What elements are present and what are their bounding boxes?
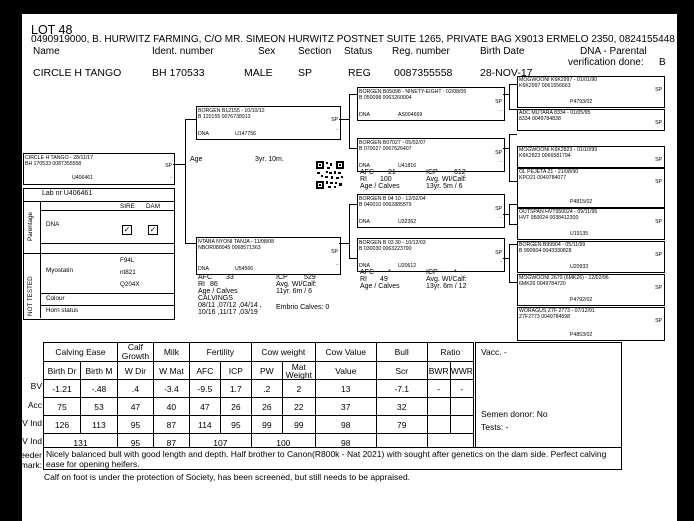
dd-ri-value: 49 [380,276,388,283]
dna-verification-value: B [659,57,666,68]
horn-status-label: Horn status [46,307,79,314]
acc-row [44,398,474,416]
breeder-remark-label [4,450,42,470]
group-cow-value: Cow Value [315,343,376,362]
dam-embrio-calves: Embrio Calves: 0 [276,304,330,311]
sire-pedigree-box [196,106,341,140]
ind-birth-dr: 126 [44,416,81,434]
age-value: 3yr. 10m. [255,156,284,163]
ss-code: AS004669 [398,112,423,118]
col-w-dir: W Dir [117,362,153,380]
bv-bwr: - [427,380,450,398]
animal-sex: MALE [244,67,273,79]
header-name: Name [33,46,60,57]
sd-name: BORGEN B07027 - 05/02/07 [359,140,426,146]
dam-calving-dates-1: 08/11 ,07/12 ,04/14 , [198,302,262,309]
group-calving-ease: Calving Ease [44,343,118,362]
gg8-name: WORAGUS Z7F 2773 - 07/12/91 [519,308,595,314]
animal-birth: 28-NOV-17 [480,67,533,79]
ds-dna: DNA [359,219,370,225]
dd-age-calves-value: 13yr. 6m / 12 [426,283,467,290]
sd-afc-label: AFC [360,169,374,176]
qr-code [316,161,344,189]
row-label-bv-ind-2: BV Ind [16,436,42,446]
acc-pw: 26 [251,398,282,416]
breeder-label: Breeder [11,450,42,460]
acc-birth-m: 53 [80,398,117,416]
bv-w-mat: -3.4 [153,380,189,398]
age-label: Age [190,156,203,163]
footer-note: Calf on foot is under the protection of Society, has been screened, but still needs to be appraised. [44,472,411,482]
ds-ident: B 040010 0062885579 [359,202,412,208]
self-box-code: U406461 [72,175,94,181]
gg5-ident: HVT 950024 0038412300 [519,215,579,221]
colour-label: Colour [46,295,65,302]
dam-name: NTABA NYONI TANJA - 11/08/08 [198,239,275,245]
gg2-name: ADC MUTARA 8334 - 01/05/95 [519,110,591,116]
gg-box-1 [517,76,665,108]
sd-dash: - [500,159,502,165]
sd-avg-wi-label: Avg. WI/Calf: [426,176,467,183]
bv-row [44,380,474,398]
sire-sire-box [357,87,505,121]
group-calf-growth: Calf Growth [117,343,153,362]
bv-birth-m: -.48 [80,380,117,398]
acc-w-dir: 47 [117,398,153,416]
gg3-ident: K6K2823 0066581794 [519,153,571,159]
ind-cow-value: 98 [315,434,376,452]
gg1-code: P4793/02 [570,99,593,105]
gg-box-4 [517,168,665,208]
group-header-row [44,343,474,362]
gg-box-8 [517,307,665,341]
info-panel [475,342,622,448]
gg8-section: SP [655,318,662,324]
dam-sire-box [357,194,505,228]
bv-pw: .2 [251,380,282,398]
group-ratio: Ratio [427,343,473,362]
ss-ident: B 050098 0063260004 [359,95,412,101]
lot-number: LOT 48 [31,23,73,37]
remark-label: Remark: [9,460,42,470]
gg5-code: U19135 [570,231,589,237]
gg7-code: P4792/02 [570,297,593,303]
header-dna-verification: verification done: [568,57,644,68]
sd-age-calves-value: 13yr. 5m / 6 [426,183,463,190]
animal-section: SP [298,67,313,79]
col-scr: Scr [376,362,427,380]
dam-dna: DNA [198,266,209,272]
ind-value: 98 [315,416,376,434]
dd-afc-label: AFC [360,269,374,276]
dd-code: U20612 [398,263,417,269]
dam-code: U54566 [235,266,254,272]
bv-icp: 1.7 [220,380,251,398]
catalogue-page [9,14,677,521]
col-afc: AFC [189,362,220,380]
gg-box-5 [517,208,665,240]
ind-calving-ease: 131 [44,434,118,452]
dam-ident: NBOR080045 0068571363 [198,245,261,251]
ds-name: BORGEN B 04 10 - 12/02/04 [359,196,426,202]
gg7-ident: 6MK26 0049784720 [519,281,566,287]
dd-icp-value: * [454,269,457,276]
header-status: Status [344,46,373,57]
gg2-section: SP [655,120,662,126]
ind-w-mat: 87 [153,416,189,434]
ss-section: SP [495,99,502,105]
gg4-ident: KPO21 0049784077 [519,175,567,181]
sire-dash: - [336,127,338,133]
gg6-code: U20933 [570,264,589,270]
ind-bwr [427,416,450,434]
vaccination-info: Vacc. - [481,347,507,357]
dam-age-calves-label: Age / Calves [198,288,238,295]
gg3-name: MOGWOONI K6K2823 - 01/10/99 [519,147,598,153]
ind-fertility: 107 [189,434,251,452]
ind-afc: 114 [189,416,220,434]
breeding-values-table [43,342,474,452]
row-label-acc: Acc [27,400,42,410]
ss-name: BORGEN B05098 - NINETY-EIGHT - 02/08/05 [359,89,467,95]
gg5-name: OUTSPAN HVT950024 - 09/11/95 [519,209,598,215]
animal-ident: BH 170533 [152,67,205,79]
row-label-bv-ind: BV Ind [16,418,42,428]
acc-icp: 26 [220,398,251,416]
ind-w-dir: 95 [117,416,153,434]
self-box-name: CIRCLE H TANGO - 28/11/17 [25,155,94,161]
gg4-name: OL PEJETA 21 - 21/08/90 [519,169,579,175]
header-birth: Birth Date [480,46,525,57]
ind-wwr [450,416,473,434]
header-sex: Sex [258,46,276,57]
col-birth-dr: Birth Dr [44,362,81,380]
gg6-ident: B 990904 0043330828 [519,248,572,254]
header-section: Section [298,46,332,57]
dd-ri-label: RI [360,276,367,283]
dam-ri-label: RI [198,281,205,288]
col-wwr: WWR [450,362,473,380]
ind-scr: 79 [376,416,427,434]
dam-age-calves-value: 11yr. 6m / 6 [276,288,313,295]
dam-dash: - [336,262,338,268]
gg5-section: SP [655,219,662,225]
gg8-code: P4853/02 [570,332,593,338]
animal-status: REG [348,67,371,79]
dam-icp-value: 529 [304,274,316,281]
ss-dna: DNA [359,112,370,118]
breeder-address: 0490919000, B. HURWITZ FARMING, C/O MR. SIMEON HURWITZ POSTNET SUITE 1265, PRIVATE BAG X9013 ERMELO 2350, 0824155448 [31,34,675,45]
sire-dam-box [357,138,505,172]
sd-code: U41816 [398,163,417,169]
ds-dash: - [500,215,502,221]
group-cow-weight: Cow weight [251,343,315,362]
ind-pw: 99 [251,416,282,434]
bv-scr: -7.1 [376,380,427,398]
gg7-section: SP [655,285,662,291]
gg1-name: MOGWOONI K6K2997 - 01/01/90 [519,77,598,83]
col-mat-weight: Mat Weight [282,362,315,380]
dam-calving-dates-2: 10/16 ,11/17 ,03/19 [198,309,258,316]
col-birth-m: Birth M [80,362,117,380]
sire-column-label: SIRE [120,203,135,210]
tests-panel [23,188,175,320]
col-w-mat: W Mat [153,362,189,380]
col-pw: PW [251,362,282,380]
dam-column-label: DAM [146,203,160,210]
sire-ident: B 120155 0076738913 [198,114,251,120]
gg1-ident: K6K2997 0061556663 [519,83,571,89]
sd-icp-label: ICP [426,169,438,176]
dd-afc-value: * [388,269,391,276]
bv-birth-dr: -1.21 [44,380,81,398]
myostatin-nt821: nt821 [120,269,136,276]
sire-dna-checkbox: ✓ [123,225,131,234]
row-label-bv: BV [30,381,42,391]
ds-section: SP [495,206,502,212]
gg-box-2 [517,109,665,131]
gg4-section: SP [655,179,662,185]
sire-name: BORGEN B12155 - 10/10/12 [198,108,265,114]
gg-box-6 [517,241,665,273]
gg8-ident: Z7F2773 0049784598 [519,314,571,320]
dam-pedigree-box [196,237,341,275]
ind-cow-weight: 100 [251,434,315,452]
tests-info: Tests: - [481,422,509,432]
dam-ri-value: 86 [210,281,218,288]
acc-wwr [450,398,473,416]
dd-icp-label: ICP [426,269,438,276]
header-reg: Reg. number [392,46,450,57]
dam-section: SP [331,249,338,255]
dd-dna: DNA [359,263,370,269]
col-bwr: BWR [427,362,450,380]
lab-number: Lab nr U406461 [42,190,93,197]
self-pedigree-box [23,153,175,185]
gg1-section: SP [655,87,662,93]
bv-ind-row [44,416,474,434]
animal-reg: 0087355558 [394,67,453,79]
group-fertility: Fertility [189,343,251,362]
sd-section: SP [495,150,502,156]
dam-avg-wi-label: Avg. WI/Calf: [276,281,317,288]
ind-calf-growth: 95 [117,434,153,452]
gg6-section: SP [655,252,662,258]
dd-section: SP [495,250,502,256]
gg7-name: MOGWOONI 2670 (6MK26) - 12/02/96 [519,275,609,281]
not-tested-label: NOT TESTED [27,276,34,316]
sd-afc-value: 21 [388,169,396,176]
semen-donor-info: Semen donor: No [481,409,548,419]
myostatin-f94l: F94L [120,257,135,264]
ind-icp: 95 [220,416,251,434]
self-box-dash: - [170,175,172,181]
gg2-ident: 8334 0049784838 [519,116,561,122]
myostatin-label: Myostatin [46,267,73,274]
ds-code: U32362 [398,219,417,225]
ind-birth-m: 113 [80,416,117,434]
dna-test-label: DNA [46,221,60,228]
myostatin-q204x: Q204X [120,281,140,288]
group-milk: Milk [153,343,189,362]
sd-icp-value: 612 [454,169,466,176]
group-bull: Bull [376,343,427,362]
acc-value: 37 [315,398,376,416]
self-box-section: SP [165,163,172,169]
column-header-row [44,362,474,380]
header-dna: DNA - Parental [580,46,647,57]
gg-box-7 [517,274,665,306]
sire-section: SP [331,117,338,123]
sd-ri-value: 100 [380,176,392,183]
gg4-code: P4815/02 [570,199,593,205]
bv-value: 13 [315,380,376,398]
dd-age-calves-label: Age / Calves [360,283,400,290]
ind-milk: 87 [153,434,189,452]
self-box-ident: BH 170533 0087355558 [25,161,82,167]
dam-afc-label: AFC [198,274,212,281]
header-ident: Ident. number [152,46,214,57]
parentage-label: Parentage [27,211,34,241]
col-value: Value [315,362,376,380]
sd-dna: DNA [359,163,370,169]
dd-avg-wi-label: Avg. WI/Calf: [426,276,467,283]
acc-scr: 32 [376,398,427,416]
bv-wwr: - [450,380,473,398]
dam-afc-value: 33 [226,274,234,281]
breeder-remark-text: Nicely balanced bull with good length and depth. Half brother to Canon(R800k - Nat 2021) with sought after genetics on the dam side. Perfect calving ease for opening heifers. [46,449,607,469]
acc-bwr [427,398,450,416]
gg3-section: SP [655,157,662,163]
acc-mat-weight: 22 [282,398,315,416]
gg-box-3 [517,146,665,168]
sd-ident: B 070027 0067626407 [359,146,412,152]
col-icp: ICP [220,362,251,380]
sd-age-calves-label: Age / Calves [360,183,400,190]
dam-dna-checkbox: ✓ [149,225,157,234]
dam-calvings-label: CALVINGS [198,295,233,302]
dam-icp-label: ICP [276,274,288,281]
sd-ri-label: RI [360,176,367,183]
ss-dash: - [500,108,502,114]
bv-w-dir: .4 [117,380,153,398]
dd-dash: - [500,259,502,265]
animal-name: CIRCLE H TANGO [33,67,122,79]
acc-afc: 47 [189,398,220,416]
gg6-name: BORGEN B99904 - 05/11/99 [519,242,586,248]
sire-code: U147756 [235,131,257,137]
dd-name: BORGEN B 03 30 - 10/12/03 [359,240,426,246]
bv-mat-weight: 2 [282,380,315,398]
acc-birth-dr: 75 [44,398,81,416]
ind-mat-weight: 99 [282,416,315,434]
dd-ident: B 030030 0063223790 [359,246,412,252]
acc-w-mat: 40 [153,398,189,416]
bv-afc: -9.5 [189,380,220,398]
dam-dam-box [357,238,505,272]
breeder-remark-box [43,447,622,470]
sire-dna: DNA [198,131,209,137]
